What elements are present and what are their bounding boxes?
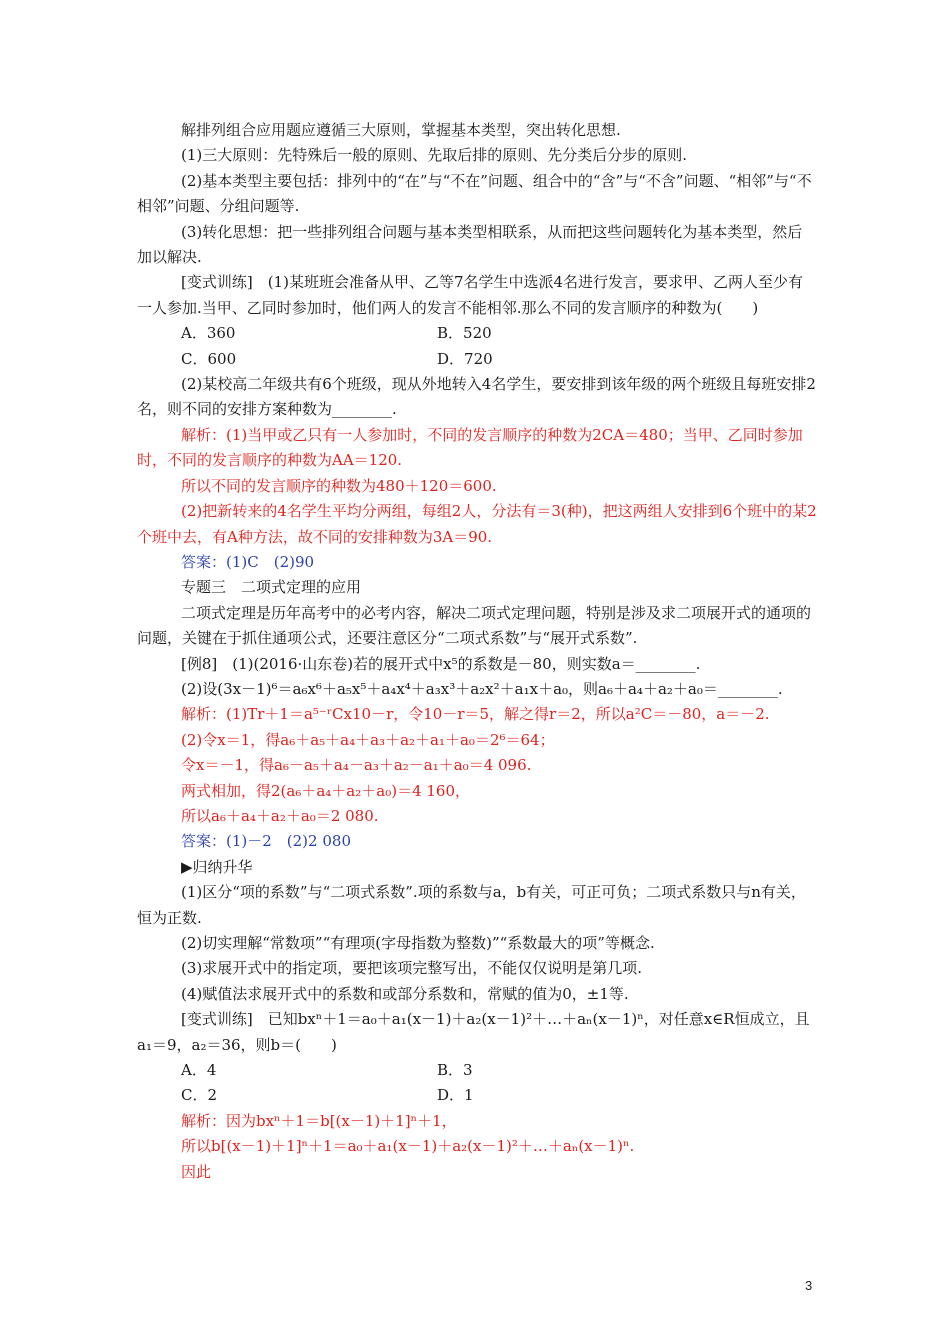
analysis-1-sum: 所以不同的发言顺序的种数为480＋120＝600. <box>181 476 497 495</box>
option-b: B．3 <box>437 1061 473 1080</box>
summary-point-1: (1)区分“项的系数”与“二项式系数”.项的系数与a，b有关，可正可负；二项式系数只与n有关，恒为正数. <box>137 883 806 927</box>
option-c: C．600 <box>181 349 237 368</box>
analysis-2-step1: 解析：因为bxⁿ＋1＝b[(x－1)＋1]ⁿ＋1， <box>181 1111 457 1130</box>
exercise-1-options-row1 <box>137 321 817 346</box>
example-8-part1: [例8] (1)(2016·山东卷)若的展开式中x⁵的系数是－80，则实数a＝________. <box>181 654 701 673</box>
analysis-8-step4: 所以a₆＋a₄＋a₂＋a₀＝2 080. <box>181 806 379 825</box>
option-c: C．2 <box>181 1086 218 1105</box>
analysis-8-part1: 解析：(1)Tr＋1＝a⁵⁻ʳCx10－r，令10－r＝5，解之得r＝2，所以a²C＝－80，a＝－2. <box>181 705 770 724</box>
analysis-1-part1: 解析：(1)当甲或乙只有一人参加时，不同的发言顺序的种数为2CA＝480；当甲、乙同时参加时，不同的发言顺序的种数为AA＝120. <box>137 425 803 470</box>
summary-point-4: (4)赋值法求展开式中的系数和或部分系数和，常赋的值为0，±1等. <box>181 984 629 1003</box>
option-b: B．520 <box>437 324 492 343</box>
exercise-2-options-row1 <box>137 1058 817 1083</box>
option-d: D．1 <box>437 1086 474 1105</box>
analysis-8-step3: 两式相加，得2(a₆＋a₄＋a₂＋a₀)＝4 160， <box>181 781 471 800</box>
paragraph-binomial-intro: 二项式定理是历年高考中的必考内容，解决二项式定理问题，特别是涉及求二项展开式的通项的问题，关键在于抓住通项公式，还要注意区分“二项式系数”与“展开式系数”. <box>137 603 812 648</box>
exercise-2-question: [变式训练] 已知bxⁿ＋1＝a₀＋a₁(x－1)＋a₂(x－1)²＋…＋aₙ(x－1)ⁿ，对任意x∈R恒成立，且a₁＝9，a₂＝36，则b＝( ) <box>137 1010 810 1054</box>
paragraph-basic-types: (2)基本类型主要包括：排列中的“在”与“不在”问题、组合中的“含”与“不含”问题、“相邻”与“不相邻”问题、分组问题等. <box>137 171 812 216</box>
option-a: A．4 <box>181 1061 217 1080</box>
exercise-2-options-row2 <box>137 1083 817 1108</box>
paragraph-principles-intro: 解排列组合应用题应遵循三大原则，掌握基本类型，突出转化思想. <box>181 121 621 139</box>
section-summary-title: ▶归纳升华 <box>181 857 253 876</box>
analysis-8-step2: 令x＝－1，得a₆－a₅＋a₄－a₃＋a₂－a₁＋a₀＝4 096. <box>181 756 532 775</box>
analysis-2-step2: 所以b[(x－1)＋1]ⁿ＋1＝a₀＋a₁(x－1)＋a₂(x－1)²＋…＋aₙ(x－1)ⁿ. <box>181 1137 635 1156</box>
paragraph-transform-idea: (3)转化思想：把一些排列组合问题与基本类型相联系，从而把这些问题转化为基本类型，然后加以解决. <box>137 222 803 267</box>
option-a: A．360 <box>181 324 236 343</box>
exercise-1-question-2: (2)某校高二年级共有6个班级，现从外地转入4名学生，要安排到该年级的两个班级且每班安排2名，则不同的安排方案种数为________. <box>137 375 816 419</box>
analysis-1-part2: (2)把新转来的4名学生平均分两组，每组2人，分法有＝3(种)，把这两组人安排到6个班中的某2个班中去，有A种方法，故不同的安排种数为3A＝90. <box>137 502 817 546</box>
summary-point-3: (3)求展开式中的指定项，要把该项完整写出，不能仅仅说明是第几项. <box>181 959 643 978</box>
exercise-1-options-row2 <box>137 347 817 372</box>
answer-1: 答案：(1)C (2)90 <box>181 552 315 571</box>
analysis-2-step3: 因此 <box>181 1162 212 1181</box>
exercise-1-question: [变式训练] (1)某班班会准备从甲、乙等7名学生中选派4名进行发言，要求甲、乙两人至少有一人参加.当甲、乙同时参加时，他们两人的发言不能相邻.那么不同的发言顺序的种数为( ) <box>137 273 804 317</box>
option-d: D．720 <box>437 349 493 368</box>
example-8-part2: (2)设(3x－1)⁶＝a₆x⁶＋a₅x⁵＋a₄x⁴＋a₃x³＋a₂x²＋a₁x＋a₀，则a₆＋a₄＋a₂＋a₀＝________. <box>181 679 783 698</box>
page-number: 3 <box>805 1278 813 1293</box>
section-title-binomial: 专题三 二项式定理的应用 <box>181 578 362 597</box>
summary-point-2: (2)切实理解“常数项”“有理项(字母指数为整数)”“系数最大的项”等概念. <box>181 934 655 952</box>
paragraph-three-principles: (1)三大原则：先特殊后一般的原则、先取后排的原则、先分类后分步的原则. <box>181 146 688 165</box>
answer-8: 答案：(1)－2 (2)2 080 <box>181 832 351 851</box>
document-body <box>137 118 817 1185</box>
analysis-8-step1: (2)令x＝1，得a₆＋a₅＋a₄＋a₃＋a₂＋a₁＋a₀＝2⁶＝64； <box>181 730 555 749</box>
